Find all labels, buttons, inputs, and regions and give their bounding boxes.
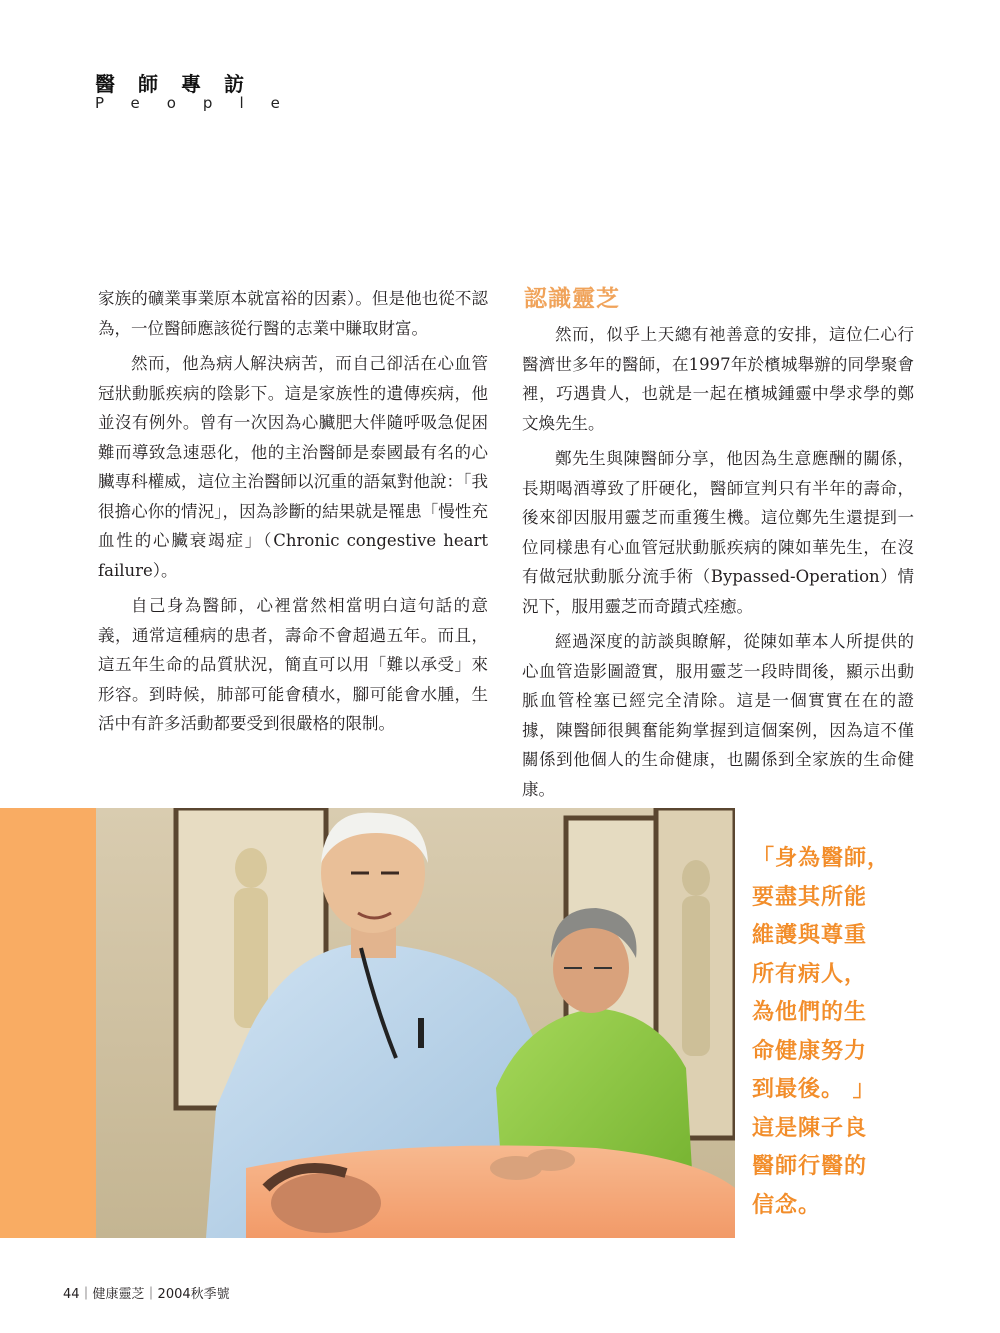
paragraph: 鄭先生與陳醫師分享，他因為生意應酬的關係，長期喝酒導致了肝硬化，醫師宣判只有半年的壽命，後來卻因服用靈芝而重獲生機。這位鄭先生還提到一位同樣患有心血管冠狀動脈疾病的陳如華先生，在沒有做冠狀動脈分流手術（Bypassed-Operation）情況下，服用靈芝而奇蹟式痊癒。 xyxy=(522,449,914,616)
quote-line: 到最後。 」 xyxy=(752,1077,876,1102)
quote-line: 維護與尊重 xyxy=(752,923,868,948)
quote-line: 所有病人， xyxy=(752,961,868,987)
section-title: 醫師專訪 xyxy=(95,72,267,96)
page-footer: 44｜健康靈芝｜2004秋季號 xyxy=(63,1287,230,1302)
paragraph: 自己身為醫師，心裡當然相當明白這句話的意義，通常這種病的患者，壽命不會超過五年。而且，這五年生命的品質狀況，簡直可以用「難以承受」來形容。到時候，肺部可能會積水，腳可能會水腫，生活中有許多活動都要受到很嚴格的限制。 xyxy=(98,596,488,733)
section-subtitle: People xyxy=(95,94,307,112)
orange-accent-band xyxy=(0,808,96,1238)
quote-line: 醫師行醫的 xyxy=(752,1154,868,1179)
paragraph: 家族的礦業事業原本就富裕的因素）。但是他也從不認為，一位醫師應該從行醫的志業中賺取財富。 xyxy=(98,289,488,338)
pull-quote xyxy=(752,840,912,1225)
quote-line: 命健康努力 xyxy=(752,1038,868,1064)
photo-illustration xyxy=(96,808,735,1238)
left-text-column xyxy=(98,284,488,745)
paragraph: 經過深度的訪談與瞭解，從陳如華本人所提供的心血管造影圖證實，服用靈芝一段時間後，顯示出動脈血管栓塞已經完全清除。這是一個實實在在的證據，陳醫師很興奮能夠掌握到這個案例，因為這不僅關係到他個人的生命健康，也關係到全家族的生命健康。 xyxy=(522,632,914,799)
photo-doctor-with-patient xyxy=(96,808,735,1238)
paragraph: 然而，似乎上天總有祂善意的安排，這位仁心行醫濟世多年的醫師，在1997年於檳城舉辦的同學聚會裡，巧遇貴人，也就是一起在檳城鍾靈中學求學的鄭文煥先生。 xyxy=(522,325,914,433)
quote-line: 「身為醫師， xyxy=(752,846,891,871)
quote-line: 要盡其所能 xyxy=(752,884,868,910)
right-text-column xyxy=(522,284,914,810)
quote-line: 這是陳子良 xyxy=(752,1115,868,1141)
section-subhead: 認識靈芝 xyxy=(524,285,620,312)
paragraph: 然而，他為病人解決病苦，而自己卻活在心血管冠狀動脈疾病的陰影下。這是家族性的遺傳疾病，他並沒有例外。曾有一次因為心臟肥大伴隨呼吸急促困難而導致急速惡化，他的主治醫師是泰國最有名的心臟專科權威，這位主治醫師以沉重的語氣對他說：「我很擔心你的情況」，因為診斷的結果就是罹患「慢性充血性的心臟衰竭症」（Chronic congestive heart failure）。 xyxy=(98,354,488,580)
quote-line: 信念。 xyxy=(752,1192,822,1218)
quote-line: 為他們的生 xyxy=(752,1000,868,1025)
